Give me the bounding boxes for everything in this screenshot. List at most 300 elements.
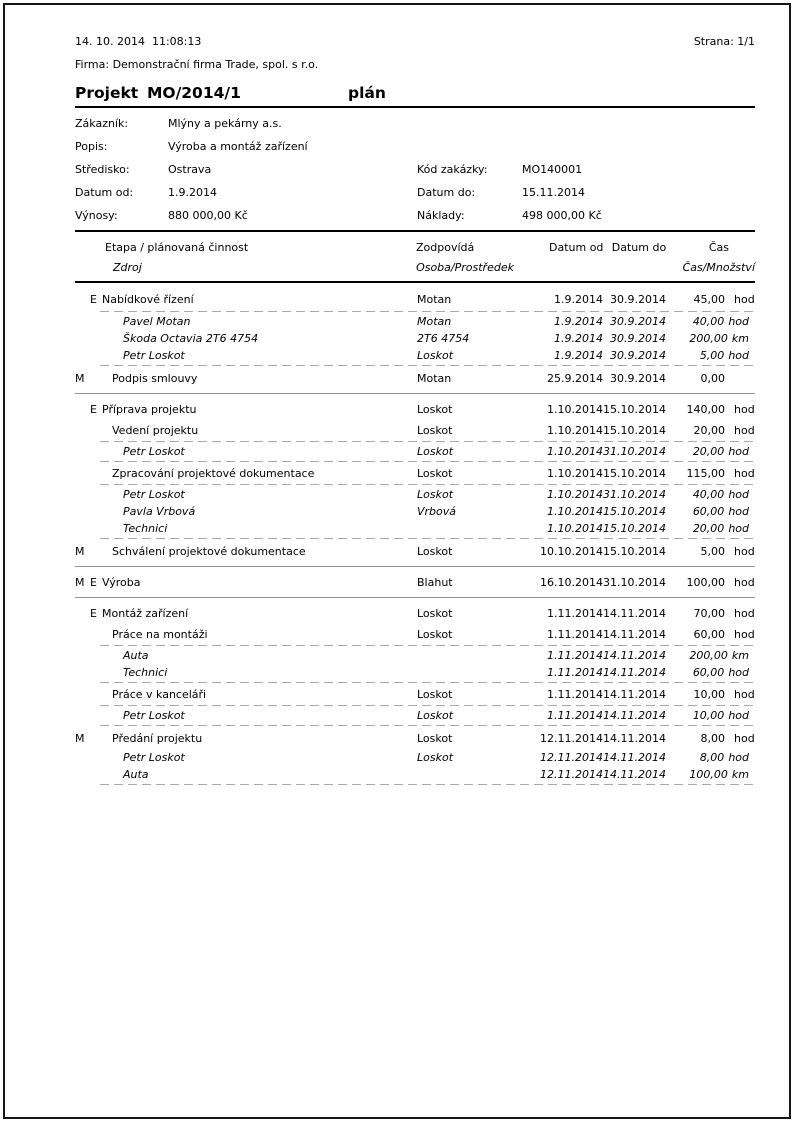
row-name-cell — [75, 522, 417, 535]
row-responsible: Loskot — [417, 709, 454, 722]
milestone-flag: M — [75, 544, 85, 558]
page-content — [75, 5, 755, 786]
table-row — [75, 749, 755, 766]
row-name: Auta — [123, 649, 149, 662]
row-time-cell — [666, 467, 755, 480]
etapa-flag: E — [90, 606, 97, 620]
row-name-cell — [75, 403, 417, 416]
header-row-main — [75, 237, 755, 257]
row-date-to: 30.9.2014 — [610, 371, 666, 385]
row-date-to: 14.11.2014 — [603, 751, 666, 764]
row-unit: hod — [734, 731, 755, 745]
row-responsible: Motan — [417, 371, 452, 385]
etapa-flag — [90, 649, 102, 662]
row-date-from: 1.9.2014 — [554, 292, 603, 306]
row-name-cell — [75, 315, 417, 328]
row-date-to: 14.11.2014 — [603, 687, 666, 701]
row-quantity: 60,00 — [693, 627, 725, 641]
row-time-cell — [666, 349, 755, 362]
row-quantity: 100,00 — [689, 768, 728, 781]
info-row — [75, 181, 755, 204]
row-date-to: 14.11.2014 — [603, 627, 666, 641]
row-date-from: 12.11.2014 — [540, 768, 603, 781]
row-name: Schválení projektové dokumentace — [112, 544, 306, 558]
row-date-to: 14.11.2014 — [603, 666, 666, 679]
row-name-cell — [75, 545, 417, 558]
row-quantity: 60,00 — [692, 505, 725, 518]
row-name: Pavla Vrbová — [123, 505, 196, 518]
row-date-from: 1.11.2014 — [547, 606, 603, 620]
row-separator-dashed — [100, 725, 755, 726]
row-date-from: 1.10.2014 — [547, 522, 603, 535]
col-header-cas: Čas — [708, 240, 729, 254]
row-date-to: 15.10.2014 — [603, 402, 666, 416]
etapa-flag: E — [90, 575, 97, 589]
row-date-from: 1.11.2014 — [547, 627, 603, 641]
row-name-cell — [75, 424, 417, 437]
row-unit: hod — [734, 627, 755, 641]
row-separator-dashed — [100, 705, 755, 706]
info-value: Mlýny a pekárny a.s. — [168, 117, 282, 130]
row-date-to: 30.9.2014 — [610, 332, 666, 345]
plan-table — [75, 230, 755, 785]
milestone-flag: M — [75, 575, 85, 589]
row-name-cell — [75, 293, 417, 306]
row-name: Petr Loskot — [123, 709, 185, 722]
row-date-to: 14.11.2014 — [603, 606, 666, 620]
row-name: Práce na montáži — [112, 627, 208, 641]
row-date-from: 10.10.2014 — [540, 544, 603, 558]
milestone-flag — [75, 315, 90, 328]
row-unit: hod — [734, 575, 755, 589]
row-quantity: 40,00 — [692, 315, 725, 328]
row-name-cell — [75, 649, 417, 662]
row-name: Petr Loskot — [123, 445, 185, 458]
row-separator-dashed — [100, 682, 755, 683]
page-border — [3, 3, 791, 1119]
row-time-cell — [666, 688, 755, 701]
row-quantity: 100,00 — [686, 575, 725, 589]
row-time-cell — [666, 751, 755, 764]
row-quantity: 200,00 — [689, 649, 728, 662]
col-header-datum-do: Datum do — [611, 240, 667, 254]
row-name: Petr Loskot — [123, 349, 185, 362]
info-value: Výroba a montáž zařízení — [168, 140, 308, 153]
info-row — [75, 135, 755, 158]
milestone-flag — [75, 628, 90, 641]
row-separator-dashed — [100, 461, 755, 462]
row-unit: hod — [728, 349, 749, 362]
milestone-flag — [75, 505, 90, 518]
row-time-cell — [666, 424, 755, 437]
row-name: Příprava projektu — [102, 402, 197, 416]
table-row — [75, 463, 755, 483]
etapa-flag — [90, 732, 102, 745]
row-date-to: 14.11.2014 — [603, 709, 666, 722]
row-date-from: 1.10.2014 — [547, 423, 603, 437]
row-date-from: 1.10.2014 — [547, 466, 603, 480]
row-quantity: 8,00 — [700, 731, 725, 745]
table-row — [75, 520, 755, 537]
row-date-to: 30.9.2014 — [610, 349, 666, 362]
table-row — [75, 540, 755, 562]
row-date-to: 15.10.2014 — [603, 423, 666, 437]
info-label: Datum od: — [75, 186, 134, 199]
row-name: Petr Loskot — [123, 751, 185, 764]
row-responsible: Loskot — [417, 349, 454, 362]
row-quantity: 200,00 — [689, 332, 728, 345]
info-row — [75, 158, 755, 181]
row-name: Technici — [123, 522, 168, 535]
row-name-cell — [75, 349, 417, 362]
row-time-cell — [666, 372, 755, 385]
row-name-cell — [75, 607, 417, 620]
table-header — [75, 230, 755, 283]
row-name-cell — [75, 332, 417, 345]
row-time-cell — [666, 607, 755, 620]
row-quantity: 8,00 — [699, 751, 725, 764]
row-date-from: 1.10.2014 — [547, 488, 603, 501]
row-responsible: Loskot — [417, 544, 453, 558]
row-time-cell — [666, 666, 755, 679]
table-row — [75, 330, 755, 347]
etapa-flag — [90, 505, 102, 518]
row-quantity: 60,00 — [692, 666, 725, 679]
row-responsible: Motan — [417, 292, 452, 306]
row-time-cell — [666, 545, 755, 558]
etapa-flag — [90, 768, 102, 781]
row-date-to: 14.11.2014 — [603, 649, 666, 662]
row-date-to: 15.10.2014 — [603, 544, 666, 558]
row-name: Práce v kanceláři — [112, 687, 207, 701]
row-responsible: Loskot — [417, 423, 453, 437]
row-responsible: Loskot — [417, 687, 453, 701]
row-unit: hod — [728, 522, 749, 535]
milestone-flag — [75, 709, 90, 722]
row-separator-dashed — [100, 311, 755, 312]
table-row — [75, 420, 755, 440]
report-title — [75, 84, 755, 108]
row-separator-dashed — [100, 484, 755, 485]
row-time-cell — [666, 445, 755, 458]
row-time-cell — [666, 522, 755, 535]
row-time-cell — [666, 403, 755, 416]
row-name-cell — [75, 467, 417, 480]
row-quantity: 5,00 — [700, 544, 725, 558]
info-label: Výnosy: — [75, 209, 118, 222]
row-time-cell — [666, 488, 755, 501]
row-unit: hod — [734, 423, 755, 437]
etapa-flag — [90, 315, 102, 328]
table-row — [75, 503, 755, 520]
row-name-cell — [75, 372, 417, 385]
row-separator-solid — [75, 393, 755, 394]
col-header-etapa: Etapa / plánovaná činnost — [105, 240, 249, 254]
table-row — [75, 727, 755, 749]
row-date-from: 1.10.2014 — [547, 402, 603, 416]
row-separator-dashed — [100, 538, 755, 539]
milestone-flag — [75, 488, 90, 501]
col-header-datum-od: Datum od — [548, 240, 604, 254]
row-time-cell — [666, 505, 755, 518]
row-unit: hod — [728, 751, 749, 764]
row-quantity: 45,00 — [693, 292, 725, 306]
row-responsible: Loskot — [417, 731, 453, 745]
info-label: Datum do: — [417, 186, 476, 199]
row-time-cell — [666, 709, 755, 722]
etapa-flag — [90, 628, 102, 641]
info-value: MO140001 — [522, 163, 583, 176]
row-date-to: 30.9.2014 — [610, 292, 666, 306]
row-separator-dashed — [100, 365, 755, 366]
row-quantity: 40,00 — [692, 488, 725, 501]
row-separator-dashed — [100, 784, 755, 785]
row-separator-dashed — [100, 645, 755, 646]
row-name-cell — [75, 628, 417, 641]
row-separator-solid — [75, 597, 755, 598]
row-quantity: 70,00 — [693, 606, 725, 620]
etapa-flag — [90, 751, 102, 764]
row-time-cell — [666, 315, 755, 328]
row-date-to: 15.10.2014 — [603, 505, 666, 518]
info-label: Náklady: — [417, 209, 465, 222]
row-date-from: 1.10.2014 — [547, 505, 603, 518]
row-name: Předání projektu — [112, 731, 203, 745]
table-row — [75, 313, 755, 330]
info-value: Ostrava — [168, 163, 212, 176]
row-unit: hod — [734, 606, 755, 620]
etapa-flag — [90, 488, 102, 501]
row-quantity: 10,00 — [693, 687, 725, 701]
info-row — [75, 204, 755, 227]
row-responsible: Motan — [417, 315, 452, 328]
row-unit: hod — [734, 466, 755, 480]
info-row — [75, 112, 755, 135]
milestone-flag — [75, 467, 90, 480]
table-row — [75, 288, 755, 310]
row-unit: km — [731, 649, 749, 662]
row-quantity: 10,00 — [692, 709, 725, 722]
row-unit — [725, 372, 755, 385]
report-meta — [75, 35, 755, 48]
etapa-flag — [90, 332, 102, 345]
info-label: Středisko: — [75, 163, 130, 176]
row-quantity: 20,00 — [692, 445, 725, 458]
row-unit: hod — [734, 402, 755, 416]
table-row — [75, 398, 755, 420]
row-quantity: 5,00 — [699, 349, 725, 362]
title-suffix: plán — [348, 84, 386, 102]
col-header-zdroj: Zdroj — [113, 260, 142, 274]
row-name: Technici — [123, 666, 168, 679]
row-date-from: 1.10.2014 — [547, 445, 603, 458]
row-name-cell — [75, 751, 417, 764]
row-name: Petr Loskot — [123, 488, 185, 501]
table-row — [75, 486, 755, 503]
row-separator-solid — [75, 566, 755, 567]
info-label: Kód zakázky: — [417, 163, 488, 176]
project-code: MO/2014/1 — [147, 84, 241, 102]
firm-line: Firma: Demonstrační firma Trade, spol. s r.o. — [75, 58, 319, 71]
row-unit: hod — [734, 292, 755, 306]
row-date-from: 1.9.2014 — [554, 332, 603, 345]
row-date-from: 1.9.2014 — [554, 315, 603, 328]
row-unit: hod — [728, 488, 749, 501]
row-unit: hod — [728, 709, 749, 722]
row-date-from: 1.11.2014 — [547, 687, 603, 701]
milestone-flag — [75, 751, 90, 764]
row-quantity: 0,00 — [700, 371, 725, 385]
row-name: Nabídkové řízení — [102, 292, 194, 306]
row-unit: hod — [728, 445, 749, 458]
title-word: Projekt — [75, 84, 139, 102]
row-responsible: Loskot — [417, 445, 454, 458]
row-responsible: 2T6 4754 — [417, 332, 470, 345]
row-name: Auta — [123, 768, 149, 781]
etapa-flag — [90, 349, 102, 362]
milestone-flag — [75, 424, 90, 437]
row-date-to: 14.11.2014 — [603, 768, 666, 781]
row-date-to: 31.10.2014 — [603, 575, 666, 589]
info-label: Zákazník: — [75, 117, 129, 130]
milestone-flag — [75, 666, 90, 679]
row-name: Zpracování projektové dokumentace — [112, 466, 315, 480]
row-name-cell — [75, 576, 417, 589]
row-date-from: 1.11.2014 — [547, 666, 603, 679]
etapa-flag — [90, 522, 102, 535]
row-responsible: Loskot — [417, 488, 454, 501]
page-number: Strana: 1/1 — [693, 35, 755, 48]
milestone-flag — [75, 349, 90, 362]
row-responsible: Loskot — [417, 606, 453, 620]
row-date-to: 31.10.2014 — [603, 445, 666, 458]
row-date-from: 1.9.2014 — [554, 349, 603, 362]
row-name-cell — [75, 445, 417, 458]
row-date-to: 15.10.2014 — [603, 522, 666, 535]
milestone-flag: M — [75, 371, 85, 385]
header-row-sub — [75, 257, 755, 277]
row-time-cell — [666, 332, 755, 345]
report-datetime: 14. 10. 2014 11:08:13 — [75, 35, 202, 48]
row-responsible: Loskot — [417, 627, 453, 641]
etapa-flag — [90, 545, 102, 558]
table-row — [75, 647, 755, 664]
row-date-from: 16.10.2014 — [540, 575, 603, 589]
row-name-cell — [75, 666, 417, 679]
row-unit: km — [731, 768, 749, 781]
etapa-flag — [90, 666, 102, 679]
row-quantity: 140,00 — [686, 402, 725, 416]
row-unit: hod — [728, 315, 749, 328]
row-name-cell — [75, 505, 417, 518]
table-row — [75, 571, 755, 593]
etapa-flag — [90, 424, 102, 437]
row-date-from: 12.11.2014 — [540, 751, 603, 764]
row-date-from: 25.9.2014 — [547, 371, 603, 385]
milestone-flag — [75, 607, 90, 620]
row-date-to: 15.10.2014 — [603, 466, 666, 480]
row-quantity: 115,00 — [686, 466, 725, 480]
table-row — [75, 664, 755, 681]
row-unit: hod — [734, 544, 755, 558]
row-name-cell — [75, 688, 417, 701]
project-info — [75, 112, 755, 227]
row-responsible: Loskot — [417, 751, 454, 764]
table-row — [75, 624, 755, 644]
row-time-cell — [666, 649, 755, 662]
milestone-flag — [75, 293, 90, 306]
row-name: Podpis smlouvy — [112, 371, 198, 385]
row-name-cell — [75, 768, 417, 781]
table-row — [75, 443, 755, 460]
table-row — [75, 684, 755, 704]
row-time-cell — [666, 293, 755, 306]
row-date-from: 12.11.2014 — [540, 731, 603, 745]
etapa-flag: E — [90, 402, 97, 416]
row-date-to: 30.9.2014 — [610, 315, 666, 328]
etapa-flag: E — [90, 292, 97, 306]
row-responsible: Loskot — [417, 402, 453, 416]
info-value: 880 000,00 Kč — [168, 209, 248, 222]
milestone-flag — [75, 403, 90, 416]
row-time-cell — [666, 732, 755, 745]
milestone-flag — [75, 445, 90, 458]
etapa-flag — [90, 467, 102, 480]
row-unit: km — [731, 332, 749, 345]
row-date-from: 1.11.2014 — [547, 649, 603, 662]
milestone-flag: M — [75, 731, 85, 745]
row-name-cell — [75, 488, 417, 501]
row-name-cell — [75, 732, 417, 745]
info-value: 498 000,00 Kč — [522, 209, 602, 222]
etapa-flag — [90, 445, 102, 458]
row-responsible: Vrbová — [417, 505, 457, 518]
etapa-flag — [90, 688, 102, 701]
milestone-flag — [75, 768, 90, 781]
milestone-flag — [75, 688, 90, 701]
milestone-flag — [75, 649, 90, 662]
milestone-flag — [75, 522, 90, 535]
row-time-cell — [666, 628, 755, 641]
table-row — [75, 367, 755, 389]
row-name: Pavel Motan — [123, 315, 191, 328]
row-date-to: 14.11.2014 — [603, 731, 666, 745]
table-row — [75, 347, 755, 364]
row-separator-dashed — [100, 441, 755, 442]
info-value: 15.11.2014 — [522, 186, 585, 199]
row-name-cell — [75, 709, 417, 722]
table-body — [75, 283, 755, 785]
info-label: Popis: — [75, 140, 108, 153]
row-responsible: Loskot — [417, 466, 453, 480]
row-unit: hod — [734, 687, 755, 701]
col-header-cas-mnozstvi: Čas/Množství — [682, 260, 755, 274]
row-unit: hod — [728, 666, 749, 679]
table-row — [75, 766, 755, 783]
table-row — [75, 707, 755, 724]
etapa-flag — [90, 709, 102, 722]
row-time-cell — [666, 576, 755, 589]
row-name: Montáž zařízení — [102, 606, 189, 620]
row-name: Vedení projektu — [112, 423, 199, 437]
etapa-flag — [90, 372, 102, 385]
row-date-from: 1.11.2014 — [547, 709, 603, 722]
col-header-zodpovida: Zodpovídá — [416, 240, 475, 254]
info-value: 1.9.2014 — [168, 186, 217, 199]
row-responsible: Blahut — [417, 575, 453, 589]
row-name: Škoda Octavia 2T6 4754 — [123, 332, 259, 345]
row-time-cell — [666, 768, 755, 781]
